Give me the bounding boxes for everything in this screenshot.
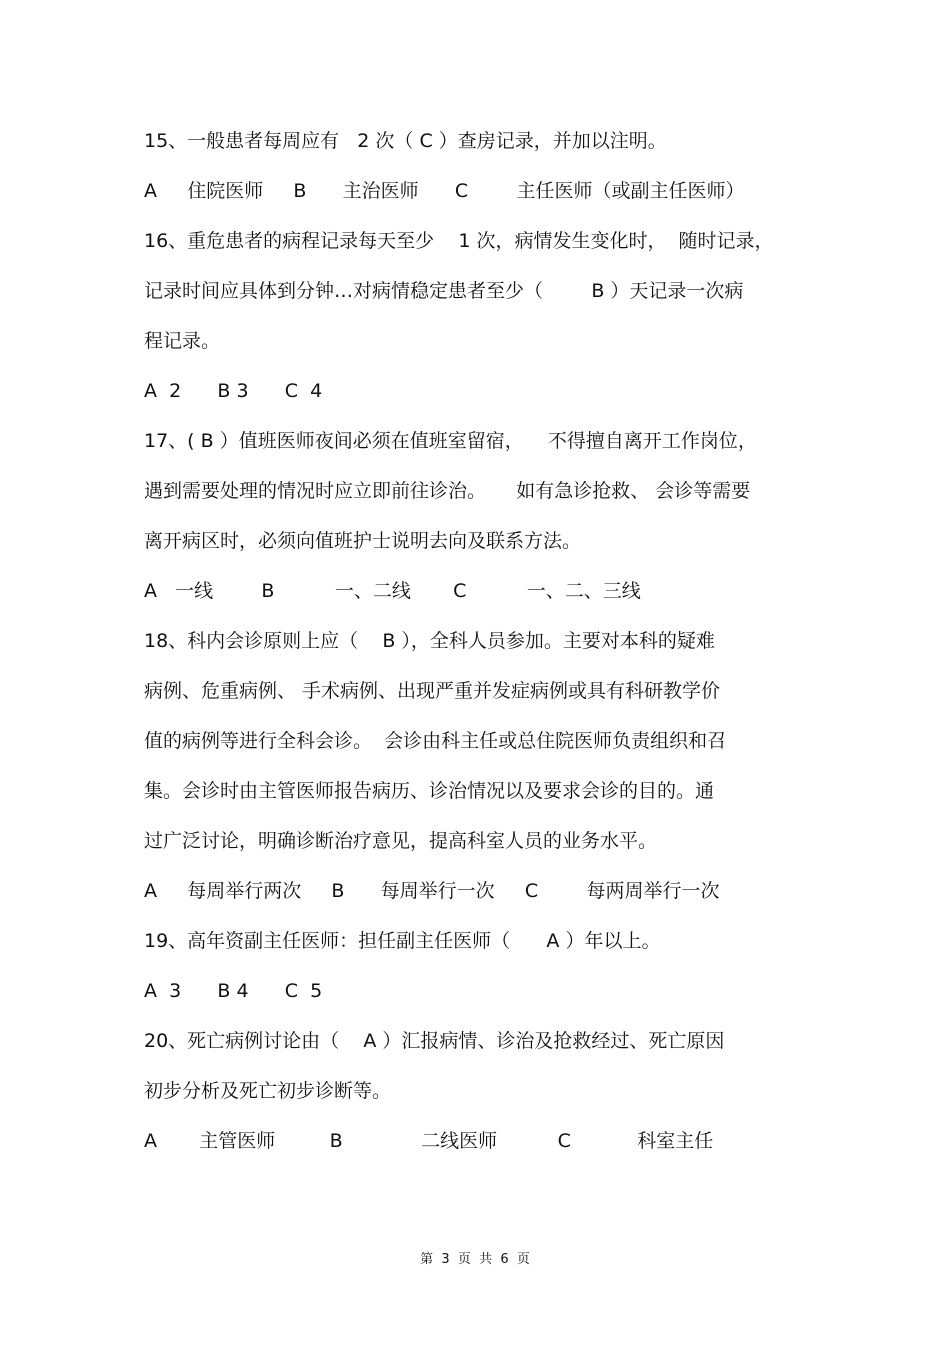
q16-stem-line-1: 16、重危患者的病程记录每天至少 1 次，病情发生变化时， 随时记录，	[144, 230, 774, 252]
q15-options: A 住院医师 B 主治医师 C 主任医师（或副主任医师）	[144, 180, 745, 202]
q19-stem: 19、高年资副主任医师：担任副主任医师（ A ）年以上。	[144, 930, 661, 952]
q16-stem-line-3: 程记录。	[144, 330, 221, 352]
q19-options: A 3 B 4 C 5	[144, 980, 323, 1002]
q18-stem-line-2: 病例、危重病例、 手术病例、出现严重并发症病例或具有科研教学价	[144, 680, 721, 702]
q20-stem-line-1: 20、死亡病例讨论由（ A ）汇报病情、诊治及抢救经过、死亡原因	[144, 1030, 725, 1052]
q18-options: A 每周举行两次 B 每周举行一次 C 每两周举行一次	[144, 880, 720, 902]
q20-stem-line-2: 初步分析及死亡初步诊断等。	[144, 1080, 392, 1102]
question-body	[144, 116, 824, 1166]
q18-stem-line-1: 18、科内会诊原则上应（ B ），全科人员参加。主要对本科的疑难	[144, 630, 715, 652]
q18-stem-line-3: 值的病例等进行全科会诊。 会诊由科主任或总住院医师负责组织和召	[144, 730, 727, 752]
q16-stem-line-2: 记录时间应具体到分钟…对病情稳定患者至少（ B ）天记录一次病	[144, 280, 744, 302]
q16-options: A 2 B 3 C 4	[144, 380, 323, 402]
q17-stem-line-3: 离开病区时，必须向值班护士说明去向及联系方法。	[144, 530, 582, 552]
q15-stem: 15、一般患者每周应有 2 次（ C ）查房记录，并加以注明。	[144, 130, 667, 152]
q18-stem-line-5: 过广泛讨论，明确诊断治疗意见，提高科室人员的业务水平。	[144, 830, 658, 852]
q17-options: A 一线 B 一、二线 C 一、二、三线	[144, 580, 641, 602]
page-number-footer: 第 3 页 共 6 页	[420, 1252, 530, 1267]
q17-stem-line-1: 17、( B ）值班医师夜间必须在值班室留宿， 不得擅自离开工作岗位，	[144, 430, 757, 452]
q20-options: A 主管医师 B 二线医师 C 科室主任	[144, 1130, 714, 1152]
q18-stem-line-4: 集。会诊时由主管医师报告病历、诊治情况以及要求会诊的目的。通	[144, 780, 715, 802]
q17-stem-line-2: 遇到需要处理的情况时应立即前往诊治。 如有急诊抢救、 会诊等需要	[144, 480, 751, 502]
